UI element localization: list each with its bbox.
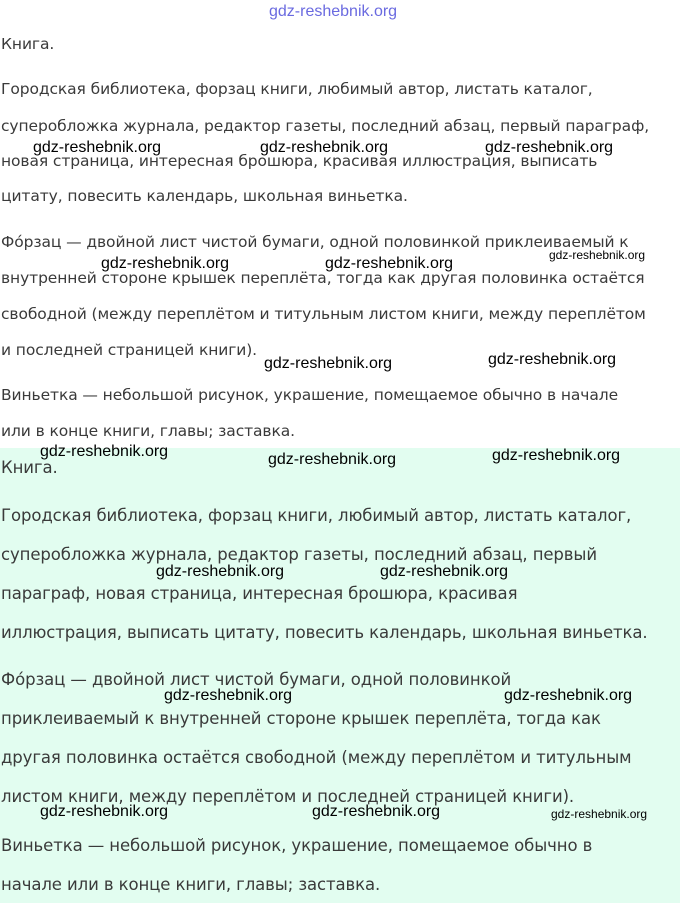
forzac-line: и последней страницей книги). <box>1 341 258 359</box>
words-line: Городская библиотека, форзац книги, любимый автор, листать каталог, <box>1 80 593 98</box>
watermark: gdz-reshebnik.org <box>164 687 293 704</box>
watermark: gdz-reshebnik.org <box>551 807 648 821</box>
watermark: gdz-reshebnik.org <box>268 451 397 468</box>
forzac-line: Фо́рзац — двойной лист чистой бумаги, одной половинкой <box>1 670 512 689</box>
watermark: gdz-reshebnik.org <box>260 139 389 156</box>
forzac-line: другая половинка остаётся свободной (между переплётом и титульным <box>1 748 632 767</box>
first-text-block <box>0 0 680 448</box>
words-line: цитату, повесить календарь, школьная виньетка. <box>1 187 408 205</box>
words-line: иллюстрация, выписать цитату, повесить календарь, школьная виньетка. <box>1 623 648 642</box>
title: Книга. <box>1 458 58 477</box>
watermark: gdz-reshebnik.org <box>40 443 169 460</box>
second-text-block <box>0 448 680 903</box>
watermark: gdz-reshebnik.org <box>492 447 621 464</box>
vinetka-line: или в конце книги, главы; заставка. <box>1 422 295 440</box>
watermark: gdz-reshebnik.org <box>33 139 162 156</box>
vinetka-line: Виньетка — небольшой рисунок, украшение, помещаемое обычно в <box>1 836 593 855</box>
forzac-line: приклеиваемый к внутренней стороне крышек переплёта, тогда как <box>1 709 601 728</box>
watermark: gdz-reshebnik.org <box>325 255 454 272</box>
forzac-line: листом книги, между переплётом и последней страницей книги). <box>1 787 575 806</box>
vinetka-line: начале или в конце книги, главы; заставка. <box>1 875 381 894</box>
vinetka-line: Виньетка — небольшой рисунок, украшение, помещаемое обычно в начале <box>1 386 619 404</box>
forzac-line: свободной (между переплётом и титульным листом книги, между переплётом <box>1 305 646 323</box>
words-line: суперобложка журнала, редактор газеты, последний абзац, первый <box>1 545 597 564</box>
forzac-line: внутренней стороне крышек переплёта, тогда как другая половинка остаётся <box>1 269 645 287</box>
watermark: gdz-reshebnik.org <box>264 355 393 372</box>
watermark: gdz-reshebnik.org <box>101 255 230 272</box>
watermark: gdz-reshebnik.org <box>488 351 617 368</box>
watermark: gdz-reshebnik.org <box>504 687 633 704</box>
watermark: gdz-reshebnik.org <box>40 803 169 820</box>
words-line: суперобложка журнала, редактор газеты, последний абзац, первый параграф, <box>1 117 650 135</box>
watermark: gdz-reshebnik.org <box>549 248 646 262</box>
watermark: gdz-reshebnik.org <box>485 139 614 156</box>
words-line: параграф, новая страница, интересная брошюра, красивая <box>1 584 518 603</box>
words-line: Городская библиотека, форзац книги, любимый автор, листать каталог, <box>1 506 632 525</box>
watermark: gdz-reshebnik.org <box>156 563 285 580</box>
watermark: gdz-reshebnik.org <box>312 803 441 820</box>
watermark: gdz-reshebnik.org <box>380 563 509 580</box>
forzac-line: Фо́рзац — двойной лист чистой бумаги, одной половинкой приклеиваемый к <box>1 233 629 251</box>
watermark: gdz-reshebnik.org <box>269 3 398 20</box>
title: Книга. <box>1 35 55 53</box>
words-line: новая страница, интересная брошюра, красивая иллюстрация, выписать <box>1 152 598 170</box>
